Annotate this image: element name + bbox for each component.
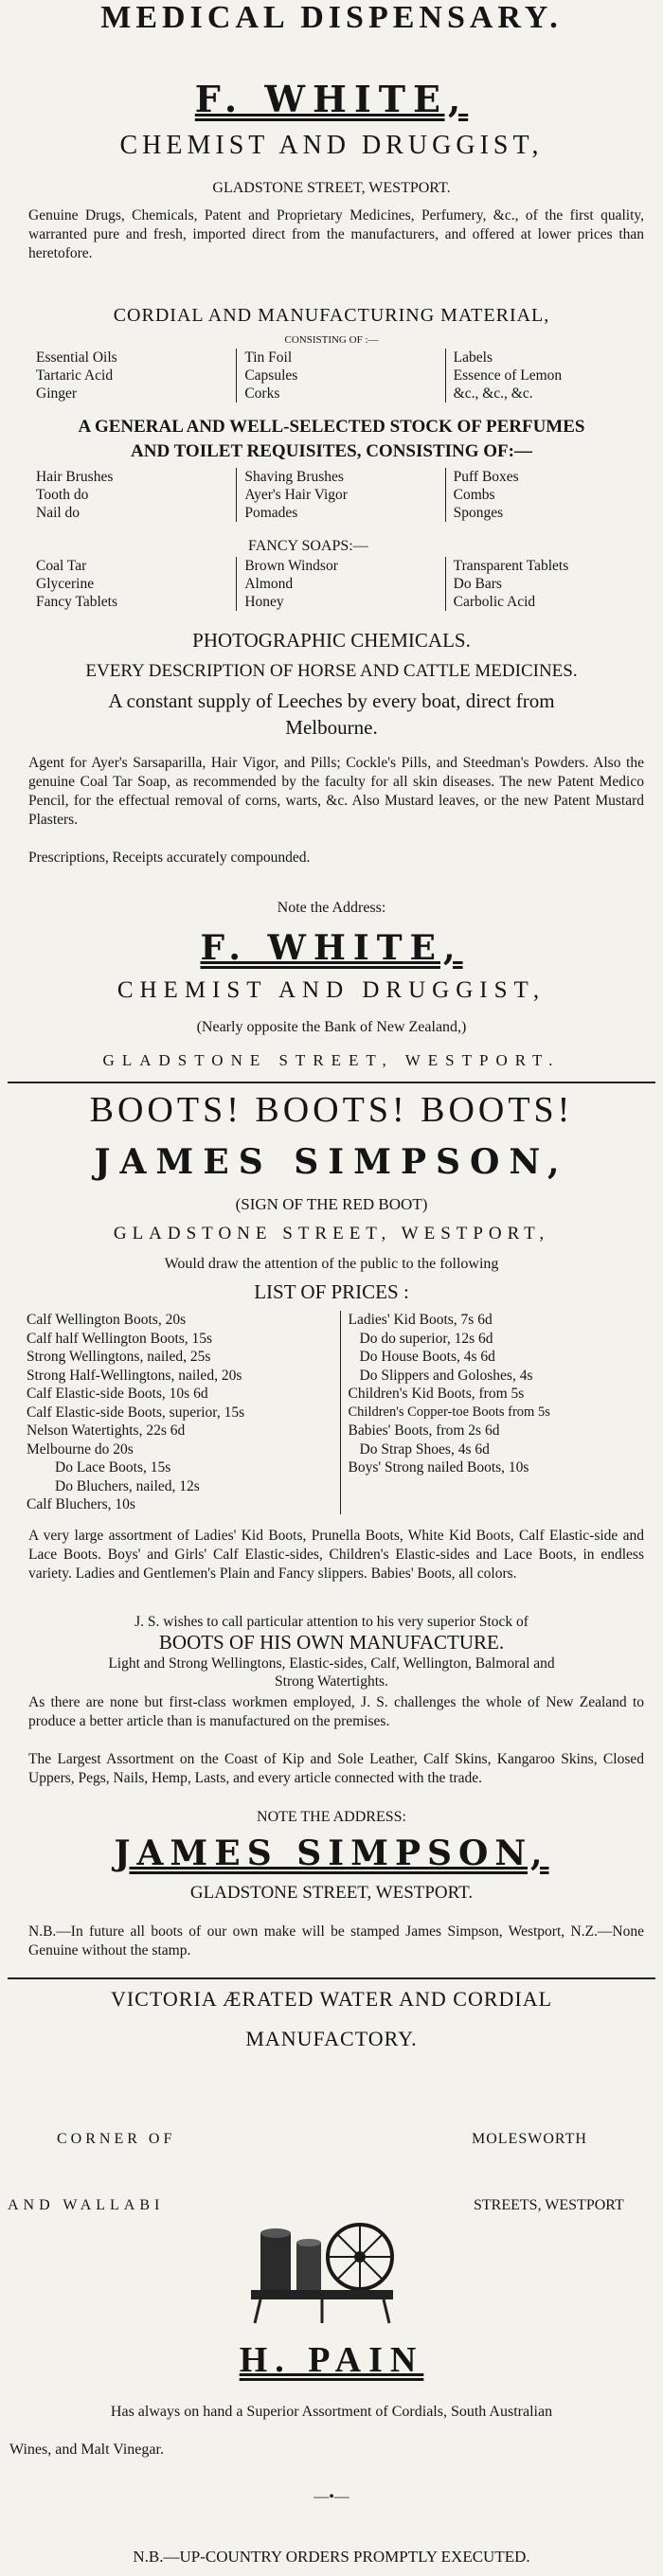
assortment-paragraph: A very large assortment of Ladies' Kid Boots, Prunella Boots, White Kid Boots, Calf Elastic-side and Lace Boots. Boys' and Girls' Calf Elastic-sides, Children's Elastic-sides and Lace Boots, in endless variety. Ladies and Gentlemen's Plain and Fancy slippers. Babies' Boots, all colors. bbox=[28, 1528, 644, 1582]
h-pain-name: H. PAIN bbox=[239, 2340, 424, 2380]
toilet-col-2 bbox=[236, 468, 444, 522]
price-item: Do do superior, 12s 6d bbox=[359, 1330, 493, 1347]
photographic-chemicals: PHOTOGRAPHIC CHEMICALS. bbox=[192, 629, 471, 652]
list-item: Essence of Lemon bbox=[453, 367, 563, 384]
list-item: &c., &c., &c. bbox=[453, 385, 533, 402]
cordial-heading: CORDIAL AND MANUFACTURING MATERIAL, bbox=[113, 305, 550, 326]
list-item: Transparent Tablets bbox=[453, 558, 569, 574]
soap-col-1 bbox=[28, 557, 236, 611]
cordial-materials-list bbox=[28, 349, 654, 402]
horse-cattle-medicines: EVERY DESCRIPTION OF HORSE AND CATTLE MEDICINES. bbox=[85, 661, 578, 681]
consisting-of: CONSISTING OF :— bbox=[284, 334, 379, 346]
list-item: Fancy Tablets bbox=[36, 594, 118, 610]
list-item: Capsules bbox=[244, 367, 298, 384]
has-always-line-1: Has always on hand a Superior Assortment of Cordials, South Australian bbox=[110, 2404, 553, 2420]
intro-paragraph: Genuine Drugs, Chemicals, Patent and Proprietary Medicines, Perfumery, &c., of the first quality, warranted pure and fresh, imported direct from the manufacturers, and offered at lower prices than heretofore. bbox=[28, 207, 644, 261]
list-item: Carbolic Acid bbox=[453, 594, 536, 610]
price-item: Children's Kid Boots, from 5s bbox=[348, 1386, 525, 1402]
toilet-col-3 bbox=[445, 468, 654, 522]
dispensary-address-2: GLADSTONE STREET, WESTPORT. bbox=[102, 1051, 561, 1069]
price-item: Do Bluchers, nailed, 12s bbox=[55, 1477, 200, 1494]
price-item: Calf Elastic-side Boots, 10s 6d bbox=[27, 1386, 208, 1402]
light-strong-line-1: Light and Strong Wellingtons, Elastic-sides, Calf, Wellington, Balmoral and bbox=[108, 1655, 555, 1672]
price-item: Do Slippers and Goloshes, 4s bbox=[359, 1367, 533, 1384]
aerated-header-1: VICTORIA ÆRATED WATER AND CORDIAL bbox=[110, 1987, 553, 2011]
boots-address-2: GLADSTONE STREET, WESTPORT. bbox=[189, 1883, 474, 1903]
dispensary-address: GLADSTONE STREET, WESTPORT. bbox=[212, 180, 451, 196]
list-item: Ayer's Hair Vigor bbox=[244, 487, 348, 503]
leeches-line-2: Melbourne. bbox=[285, 716, 378, 739]
list-item: Combs bbox=[453, 487, 495, 503]
price-item: Children's Copper-toe Boots from 5s bbox=[348, 1404, 550, 1420]
general-stock-heading-2: AND TOILET REQUISITES, CONSISTING OF:— bbox=[131, 441, 532, 461]
cordial-col-3 bbox=[445, 349, 654, 402]
general-stock-heading-1: A GENERAL AND WELL-SELECTED STOCK OF PERFUMES bbox=[78, 417, 585, 437]
note-the-address: NOTE THE ADDRESS: bbox=[257, 1809, 406, 1825]
price-list bbox=[27, 1311, 661, 1514]
opposite-bank: (Nearly opposite the Bank of New Zealand,) bbox=[196, 1019, 467, 1035]
price-item: Strong Wellingtons, nailed, 25s bbox=[27, 1349, 211, 1365]
streets-westport: STREETS, WESTPORT bbox=[474, 2197, 624, 2213]
light-strong-line-2: Strong Watertights. bbox=[275, 1673, 388, 1690]
price-item: Strong Half-Wellingtons, nailed, 20s bbox=[27, 1367, 242, 1384]
price-list-right bbox=[340, 1311, 662, 1514]
price-item: Calf half Wellington Boots, 15s bbox=[27, 1330, 213, 1347]
firm-name: F. WHITE, bbox=[194, 78, 469, 120]
firm-name-2: F. WHITE, bbox=[200, 928, 463, 968]
ornament-dash: —•— bbox=[314, 2489, 349, 2505]
aerated-header-2: MANUFACTORY. bbox=[245, 2027, 418, 2050]
list-item: Coal Tar bbox=[36, 558, 87, 574]
would-draw-attention: Would draw the attention of the public to the following bbox=[164, 1256, 499, 1272]
fancy-soaps-list bbox=[28, 557, 654, 611]
price-item: Do Strap Shoes, 4s 6d bbox=[359, 1440, 490, 1458]
aerated-water-machine-illustration bbox=[242, 2214, 403, 2328]
fancy-soaps-heading: FANCY SOAPS:— bbox=[248, 538, 368, 554]
soap-col-2 bbox=[236, 557, 444, 611]
note-address: Note the Address: bbox=[277, 900, 386, 916]
list-of-prices: LIST OF PRICES : bbox=[254, 1280, 409, 1303]
and-wallabi: AND WALLABI bbox=[8, 2197, 165, 2213]
list-item: Corks bbox=[244, 385, 280, 402]
toilet-col-1 bbox=[28, 468, 236, 522]
toilet-requisites-list bbox=[28, 468, 654, 522]
section-divider bbox=[8, 1082, 655, 1083]
boots-header: BOOTS! BOOTS! BOOTS! bbox=[89, 1090, 574, 1130]
price-item: Calf Elastic-side Boots, superior, 15s bbox=[27, 1404, 245, 1421]
boots-address: GLADSTONE STREET, WESTPORT, bbox=[113, 1224, 550, 1243]
molesworth: MOLESWORTH bbox=[472, 2131, 587, 2147]
sign-of-red-boot: (SIGN OF THE RED BOOT) bbox=[235, 1195, 428, 1213]
trade-title-2: CHEMIST AND DRUGGIST, bbox=[116, 977, 547, 1003]
price-item: Do House Boots, 4s 6d bbox=[359, 1349, 495, 1365]
price-list-left bbox=[27, 1311, 340, 1514]
price-item: Calf Wellington Boots, 20s bbox=[27, 1312, 187, 1328]
price-item: Boys' Strong nailed Boots, 10s bbox=[348, 1459, 529, 1476]
workmen-paragraph: As there are none but first-class workmen employed, J. S. challenges the whole of New Zealand to produce a better article than is manufactured on the premises. bbox=[28, 1694, 644, 1729]
trade-title: CHEMIST AND DRUGGIST, bbox=[119, 131, 544, 160]
cordial-col-1 bbox=[28, 349, 236, 402]
dispensary-header: MEDICAL DISPENSARY. bbox=[100, 0, 563, 35]
price-item: Melbourne do 20s bbox=[27, 1440, 134, 1458]
list-item: Pomades bbox=[244, 505, 298, 521]
leeches-line-1: A constant supply of Leeches by every boat, direct from bbox=[108, 689, 555, 712]
section-divider bbox=[8, 1977, 655, 1979]
agent-paragraph: Agent for Ayer's Sarsaparilla, Hair Vigor, and Pills; Cockle's Pills, and Steedman's Powders. Also the genuine Coal Tar Soap, as recommended by the faculty for all skin diseases. The new Patent Medico Pencil, for the effectual removal of corns, warts, &c. Also Mustard leaves, or the new Patent Mustard Plasters. bbox=[28, 755, 644, 828]
price-item: Do Lace Boots, 15s bbox=[55, 1459, 171, 1476]
up-country-orders: N.B.—UP-COUNTRY ORDERS PROMPTLY EXECUTED. bbox=[133, 2548, 530, 2566]
list-item: Hair Brushes bbox=[36, 469, 114, 485]
list-item: Almond bbox=[244, 576, 294, 592]
james-simpson-name-2: JAMES SIMPSON, bbox=[114, 1834, 549, 1873]
own-manufacture: BOOTS OF HIS OWN MANUFACTURE. bbox=[158, 1631, 505, 1654]
price-item: Nelson Watertights, 22s 6d bbox=[27, 1422, 186, 1439]
wishes-line: J. S. wishes to call particular attention to his very superior Stock of bbox=[134, 1614, 529, 1630]
list-item: Sponges bbox=[453, 505, 504, 521]
list-item: Ginger bbox=[36, 385, 78, 402]
list-item: Puff Boxes bbox=[453, 469, 519, 485]
price-item: Ladies' Kid Boots, 7s 6d bbox=[348, 1312, 493, 1328]
list-item: Labels bbox=[453, 349, 493, 366]
list-item: Nail do bbox=[36, 505, 81, 521]
prescriptions-line: Prescriptions, Receipts accurately compounded. bbox=[28, 850, 311, 866]
price-item: Babies' Boots, from 2s 6d bbox=[348, 1422, 500, 1439]
has-always-line-2: Wines, and Malt Vinegar. bbox=[9, 2442, 164, 2458]
list-item: Tartaric Acid bbox=[36, 367, 114, 384]
james-simpson-name: JAMES SIMPSON, bbox=[94, 1142, 569, 1182]
soap-col-3 bbox=[445, 557, 654, 611]
largest-assortment-paragraph: The Largest Assortment on the Coast of Kip and Sole Leather, Calf Skins, Kangaroo Skins, Closed Uppers, Pegs, Nails, Hemp, Lasts, and every article connected with the trade. bbox=[28, 1751, 644, 1786]
list-item: Tooth do bbox=[36, 487, 89, 503]
list-item: Tin Foil bbox=[244, 349, 293, 366]
list-item: Glycerine bbox=[36, 576, 95, 592]
list-item: Shaving Brushes bbox=[244, 469, 344, 485]
list-item: Honey bbox=[244, 594, 284, 610]
cordial-col-2 bbox=[236, 349, 444, 402]
list-item: Do Bars bbox=[453, 576, 502, 592]
list-item: Brown Windsor bbox=[244, 558, 338, 574]
list-item: Essential Oils bbox=[36, 349, 117, 366]
boots-nb: N.B.—In future all boots of our own make will be stamped James Simpson, Westport, N.Z.—None Genuine without the stamp. bbox=[28, 1923, 644, 1959]
corner-of: CORNER OF bbox=[57, 2131, 176, 2147]
price-item: Calf Bluchers, 10s bbox=[27, 1496, 135, 1512]
